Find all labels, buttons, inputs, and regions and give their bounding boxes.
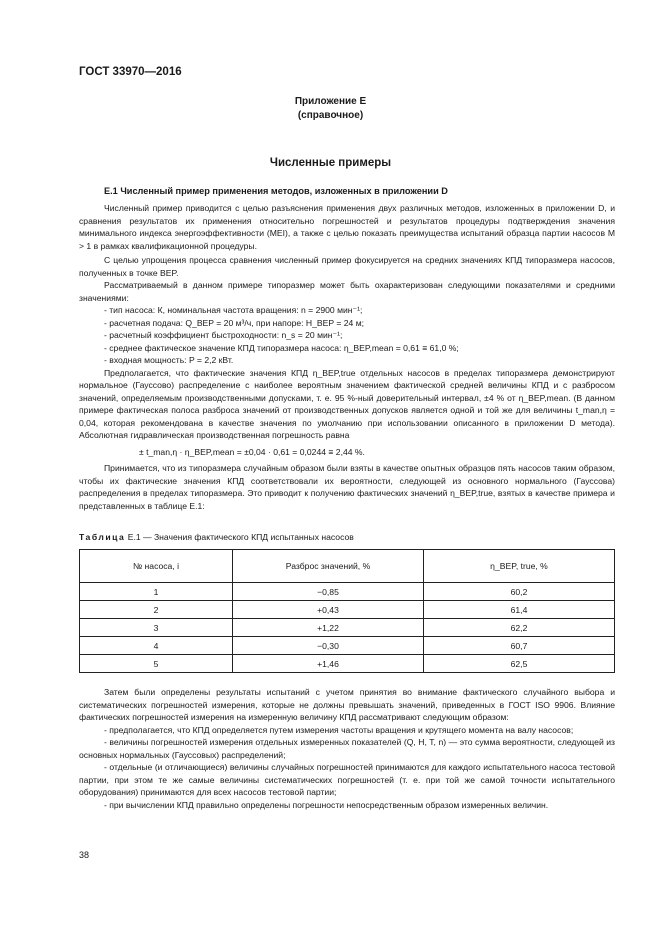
annex-title: Приложение Е [294,96,367,107]
table-cell: 5 [80,655,233,673]
list-item: - тип насоса: К, номинальная частота вращения: n = 2900 мин⁻¹; [104,305,363,315]
list-item: - при вычислении КПД правильно определены погрешности непосредственным образом измеренных величин. [104,799,549,810]
table-row [80,637,615,655]
table-cell: 60,2 [424,583,615,601]
list-item: - расчетная подача: Q_BEP = 20 м³/ч, при напоре: H_BEP = 24 м; [104,317,364,328]
table-cell: −0,85 [233,583,424,601]
table-caption-text: Е.1 — Значения фактического КПД испытанных насосов [127,532,354,542]
paragraph: Рассматриваемый в данном примере типоразмер может быть охарактеризован следующими показателями и средними значениями: [79,280,615,303]
table-cell: 3 [80,619,233,637]
column-header: Разброс значений, % [233,550,424,583]
paragraph: Предполагается, что фактические значения КПД η_BEP,true отдельных насосов в пределах типоразмера демонстрируют нормальное (Гауссово) распределение с наиболее вероятным значением фактической средней величины КПД и с разбросом значений, определяемым производственными допусками, т. е. 95 %-ный доверительный интервал, ±4 % от η_BEP,mean. (В данном примере фактическая полоса разброса значений от производственных допусков является одной и той же для величины t_man,η = 0,04, которая рекомендована в качестве значения по умолчанию при использовании описанного в приложении D метода). Абсолютная гидравлическая производственная погрешность равна [79,367,615,440]
table-cell: 2 [80,601,233,619]
table-cell: −0,30 [233,637,424,655]
table-row [80,619,615,637]
list-item: - отдельные (и отличающиеся) величины случайных погрешностей принимаются для каждого испытательного насоса тестовой партии, при этом те же самые величины систематических погрешностей (т. е. при той же самой точности испытательного оборудования) принимаются для всех насосов тестовой партии; [79,762,615,797]
paragraph: Численный пример приводится с целью разъяснения применения двух различных методов, изложенных в приложении D, и сравнения результатов их применения относительно погрешностей и результатов процедуры подтверждения значения минимального индекса энергоэффективности (MEI), а также с целью показать преимущества испытаний образца партии насосов M > 1 в рамках квалификационной процедуры. [79,203,615,251]
list-item: - среднее фактическое значение КПД типоразмера насоса: η_BEP,mean = 0,61 ≡ 61,0 %; [104,342,459,353]
paragraph: Принимается, что из типоразмера случайным образом были взяты в качестве опытных образцов пять насосов таким образом, чтобы их фактические значения КПД соответствовали их вероятности, следующей из основного нормального (Гауссова) распределения в пределах типоразмера. Это приводит к получению фактических значений η_BEP,true, взятых в качестве примера и представленных в таблице Е.1: [79,463,615,511]
section-title: Численные примеры [269,157,392,169]
list-item: - величины погрешностей измерения отдельных измеренных показателей (Q, H, T, n) — это сумма вероятности, следующей из основных нормальных (Гауссовых) распределений; [79,737,615,760]
table-cell: 62,2 [424,619,615,637]
column-header: η_BEP, true, % [424,550,615,583]
table-header-row [80,550,615,583]
annex-heading [0,95,661,123]
annex-subtitle: (справочное) [297,110,364,121]
table-cell: 4 [80,637,233,655]
table-caption-prefix: Таблица [79,532,126,542]
list-item: - предполагается, что КПД определяется путем измерения частоты вращения и крутящего момента на валу насосов; [104,724,574,735]
table-cell: 60,7 [424,637,615,655]
table-cell: +0,43 [233,601,424,619]
paragraph: С целью упрощения процесса сравнения численный пример фокусируется на средних значениях КПД типоразмера насосов, полученных в точке BEP. [79,255,615,278]
subsection-title: Е.1 Численный пример применения методов, изложенных в приложении D [104,186,448,196]
table-caption [79,532,354,542]
table-row [80,583,615,601]
standard-header: ГОСТ 33970—2016 [79,66,182,78]
table-cell: 1 [80,583,233,601]
table-row [80,655,615,673]
paragraph: Затем были определены результаты испытаний с учетом принятия во внимание фактического случайного выбора и систематических погрешностей измерения, которые не должны превышать значений, приведенных в ГОСТ ISO 9906. Влияние фактических погрешностей измерения на измеренную величину КПД рассматривают следующим образом: [79,687,615,722]
table-cell: 62,5 [424,655,615,673]
list-item: - входная мощность: P = 2,2 кВт. [104,355,234,365]
formula: ± t_man,η · η_BEP,mean = ±0,04 · 0,61 = 0,0244 ≡ 2,44 %. [139,446,365,457]
column-header: № насоса, i [80,550,233,583]
table-cell: 61,4 [424,601,615,619]
table-cell: +1,46 [233,655,424,673]
body-text-lower [79,686,615,811]
efficiency-table [79,549,615,673]
table-row [80,601,615,619]
table-cell: +1,22 [233,619,424,637]
body-text [79,202,615,512]
page-number: 38 [79,850,90,860]
list-item: - расчетный коэффициент быстроходности: n_s = 20 мин⁻¹; [104,330,343,340]
